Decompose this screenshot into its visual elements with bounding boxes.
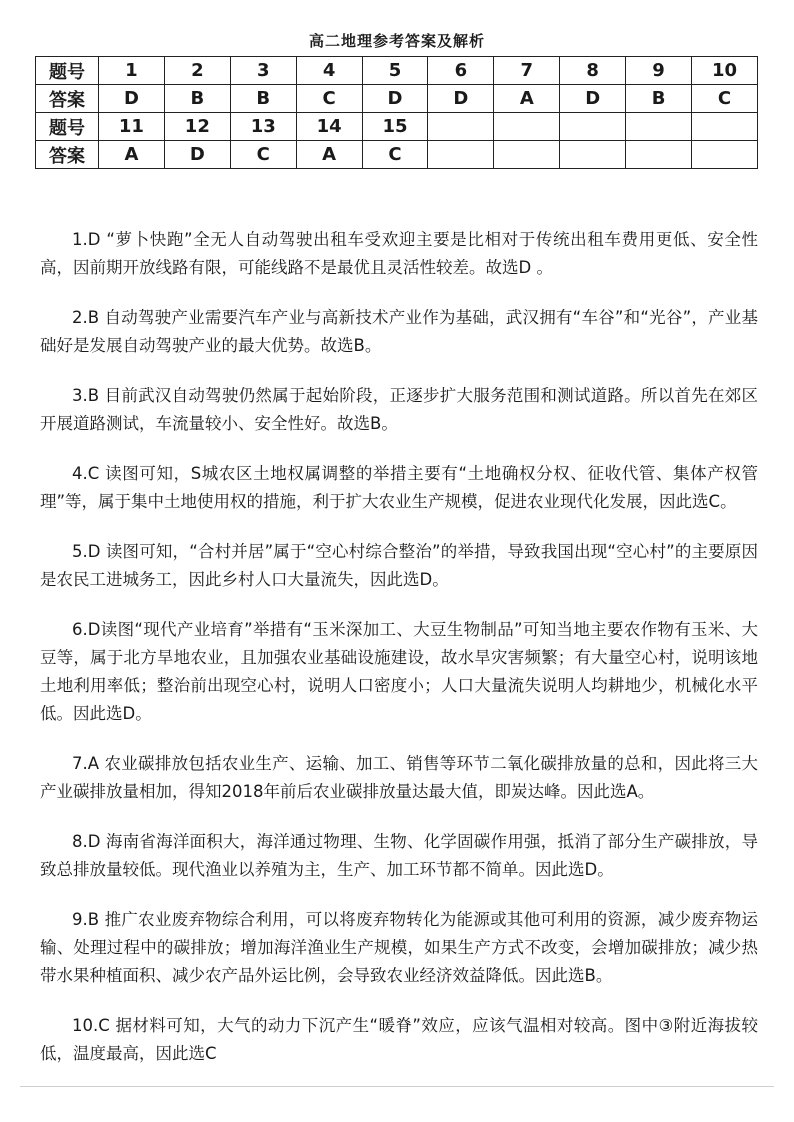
explanations: [40, 226, 758, 1068]
table-cell: 8: [560, 57, 626, 85]
explanation-6: 6.D读图“现代产业培育”举措有“玉米深加工、大豆生物制品”可知当地主要农作物有玉米、大豆等，属于北方旱地农业，且加强农业基础设施建设，故水旱灾害频繁；有大量空心村，说明该地土地利用率低；整治前出现空心村，说明人口密度小；人口大量流失说明人均耕地少，机械化水平低。因此选D。: [40, 620, 758, 723]
table-cell: C: [692, 85, 758, 113]
answer-table: [35, 56, 758, 169]
explanation-4: 4.C 读图可知，S城农区土地权属调整的举措主要有“土地确权分权、征收代管、集体产权管理”等，属于集中土地使用权的措施，利于扩大农业生产规模，促进农业现代化发展，因此选C。: [40, 464, 758, 511]
table-cell: 1: [99, 57, 165, 85]
table-cell: [626, 141, 692, 169]
table-cell: C: [296, 85, 362, 113]
table-cell: [692, 113, 758, 141]
page-title: 高二地理参考答案及解析: [308, 32, 485, 50]
table-cell: [560, 113, 626, 141]
table-cell: 13: [230, 113, 296, 141]
table-cell: 9: [626, 57, 692, 85]
table-cell: B: [164, 85, 230, 113]
table-cell: 7: [494, 57, 560, 85]
explanation-3: 3.B 目前武汉自动驾驶仍然属于起始阶段，正逐步扩大服务范围和测试道路。所以首先在郊区开展道路测试，车流量较小、安全性好。故选B。: [40, 386, 758, 433]
explanation-7: 7.A 农业碳排放包括农业生产、运输、加工、销售等环节二氧化碳排放量的总和，因此将三大产业碳排放量相加，得知2018年前后农业碳排放量达最大值，即炭达峰。因此选A。: [40, 754, 758, 801]
table-cell: 12: [164, 113, 230, 141]
table-cell: D: [428, 85, 494, 113]
table-cell: 10: [692, 57, 758, 85]
table-cell: 11: [99, 113, 165, 141]
table-cell: [428, 113, 494, 141]
explanation-8: 8.D 海南省海洋面积大，海洋通过物理、生物、化学固碳作用强，抵消了部分生产碳排放，导致总排放量较低。现代渔业以养殖为主，生产、加工环节都不简单。因此选D。: [40, 832, 758, 879]
table-cell: [560, 141, 626, 169]
table-row-answers-1: [36, 85, 758, 113]
table-cell: 2: [164, 57, 230, 85]
table-cell: B: [230, 85, 296, 113]
table-cell: C: [362, 141, 428, 169]
table-cell: [494, 113, 560, 141]
table-cell: 题号: [36, 57, 99, 85]
table-cell: 答案: [36, 85, 99, 113]
explanation-10: 10.C 据材料可知，大气的动力下沉产生“暖脊”效应，应该气温相对较高。图中③附近海拔较低，温度最高，因此选C: [40, 1016, 758, 1063]
table-cell: A: [296, 141, 362, 169]
table-row-question-numbers-1: [36, 57, 758, 85]
table-cell: [494, 141, 560, 169]
table-cell: A: [494, 85, 560, 113]
table-cell: D: [164, 141, 230, 169]
table-cell: [692, 141, 758, 169]
table-cell: D: [362, 85, 428, 113]
table-cell: B: [626, 85, 692, 113]
table-cell: C: [230, 141, 296, 169]
page-divider: [20, 1086, 774, 1087]
table-cell: 题号: [36, 113, 99, 141]
table-cell: 6: [428, 57, 494, 85]
table-cell: D: [560, 85, 626, 113]
explanation-9: 9.B 推广农业废弃物综合利用，可以将废弃物转化为能源或其他可利用的资源，减少废弃物运输、处理过程中的碳排放；增加海洋渔业生产规模，如果生产方式不改变，会增加碳排放；减少热带水果种植面积、减少农产品外运比例，会导致农业经济效益降低。因此选B。: [40, 910, 758, 985]
table-cell: [428, 141, 494, 169]
table-cell: D: [99, 85, 165, 113]
table-row-question-numbers-2: [36, 113, 758, 141]
table-cell: 15: [362, 113, 428, 141]
table-cell: 4: [296, 57, 362, 85]
table-cell: 答案: [36, 141, 99, 169]
explanation-5: 5.D 读图可知，“合村并居”属于“空心村综合整治”的举措，导致我国出现“空心村”的主要原因是农民工进城务工，因此乡村人口大量流失，因此选D。: [40, 542, 758, 589]
explanation-1: 1.D “萝卜快跑”全无人自动驾驶出租车受欢迎主要是比相对于传统出租车费用更低、安全性高，因前期开放线路有限，可能线路不是最优且灵活性较差。故选D 。: [40, 230, 758, 277]
table-cell: [626, 113, 692, 141]
table-cell: 5: [362, 57, 428, 85]
table-row-answers-2: [36, 141, 758, 169]
table-cell: A: [99, 141, 165, 169]
table-cell: 3: [230, 57, 296, 85]
table-cell: 14: [296, 113, 362, 141]
explanation-2: 2.B 自动驾驶产业需要汽车产业与高新技术产业作为基础，武汉拥有“车谷”和“光谷”，产业基础好是发展自动驾驶产业的最大优势。故选B。: [40, 308, 758, 355]
